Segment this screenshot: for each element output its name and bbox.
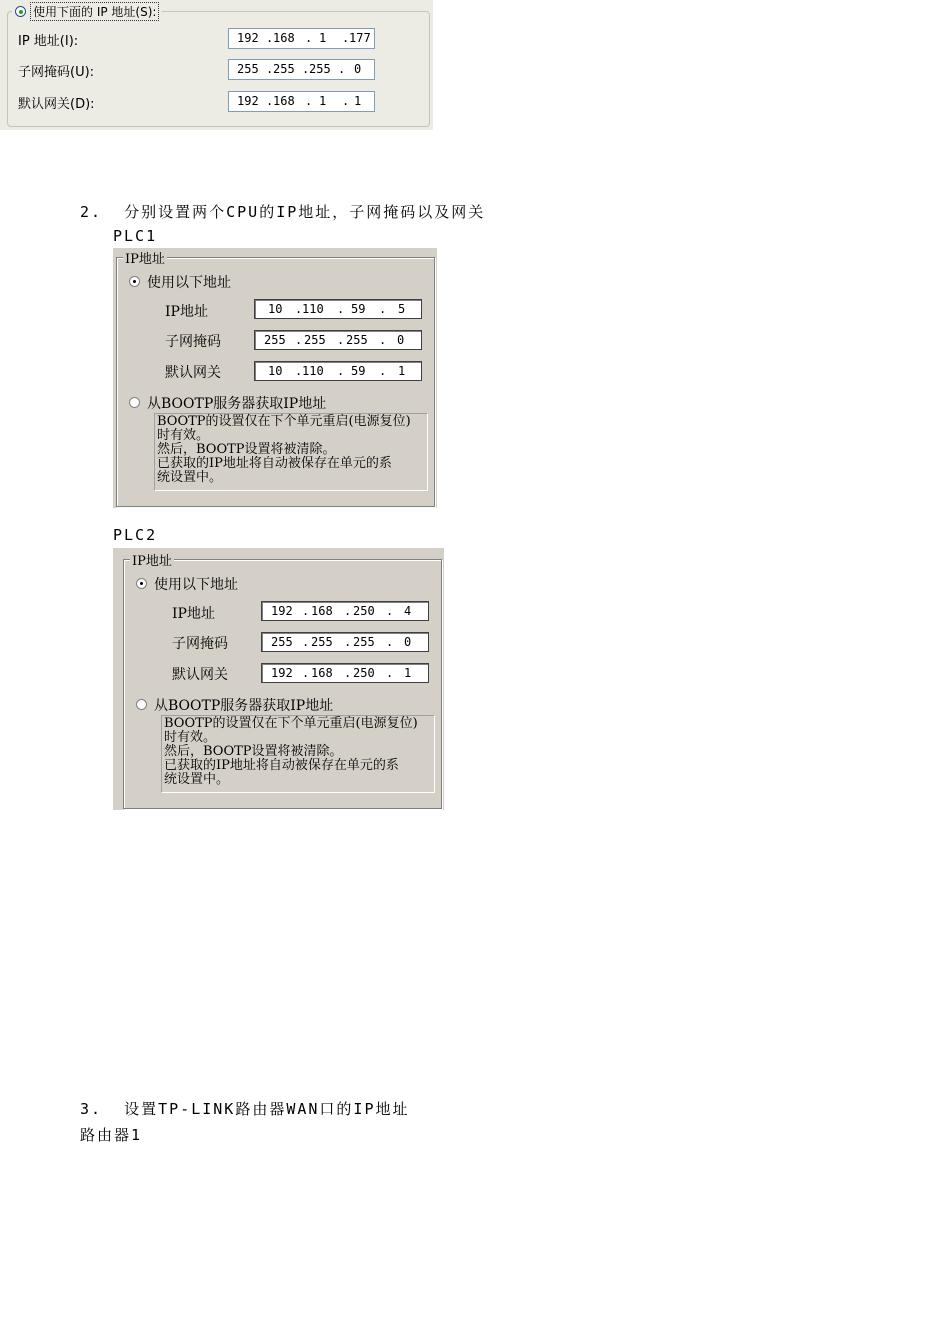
ip-address-label: IP 地址(I):: [18, 34, 79, 49]
plc1-bootp-note: [154, 413, 428, 491]
dot: .: [379, 302, 387, 316]
dot: .: [302, 62, 310, 76]
plc1-ip-label: IP地址: [165, 304, 208, 320]
dot: .: [295, 333, 303, 347]
octet: 1: [404, 666, 412, 680]
octet: 255: [311, 635, 333, 649]
use-following-ip-label: 使用下面的 IP 地址(S):: [30, 2, 159, 21]
plc2-use-address-radio[interactable]: [136, 578, 147, 589]
dot: .: [266, 94, 274, 108]
dot: .: [344, 666, 352, 680]
plc1-bootp-radio[interactable]: [129, 397, 140, 408]
plc2-gateway-label: 默认网关: [172, 667, 228, 683]
octet: 4: [404, 604, 412, 618]
octet: 168: [273, 31, 295, 45]
octet: 5: [398, 302, 406, 316]
dot: .: [386, 604, 394, 618]
plc1-mask-label: 子网掩码: [165, 334, 221, 350]
plc1-ip-field[interactable]: [254, 299, 422, 319]
dot: .: [344, 635, 352, 649]
dot: .: [295, 364, 303, 378]
note-line: BOOTP的设置仅在下个单元重启(电源复位): [157, 414, 411, 429]
octet: 255: [353, 635, 375, 649]
plc2-mask-field[interactable]: [261, 632, 429, 652]
use-following-ip-option[interactable]: [12, 3, 162, 19]
octet: 1: [319, 94, 327, 108]
dot: .: [344, 604, 352, 618]
octet: 0: [354, 62, 362, 76]
note-line: 时有效。: [157, 428, 210, 443]
dot: .: [337, 302, 345, 316]
plc1-gateway-label: 默认网关: [165, 365, 221, 381]
plc2-mask-label: 子网掩码: [172, 636, 228, 652]
octet: 177: [349, 31, 371, 45]
plc1-use-address-label: 使用以下地址: [147, 275, 231, 291]
plc1-caption: PLC1: [113, 227, 158, 245]
octet: 255: [304, 333, 326, 347]
plc2-ip-legend: IP地址: [130, 550, 174, 569]
dot: .: [305, 94, 313, 108]
octet: 1: [319, 31, 327, 45]
default-gateway-label: 默认网关(D):: [18, 97, 95, 112]
dot: .: [295, 302, 303, 316]
octet: 255: [309, 62, 331, 76]
plc2-caption: PLC2: [113, 526, 158, 544]
note-line: 然后，BOOTP设置将被清除。: [164, 744, 343, 759]
plc2-ip-panel: [113, 548, 444, 810]
octet: 110: [302, 364, 324, 378]
octet: 255: [273, 62, 295, 76]
dot: .: [302, 604, 310, 618]
octet: 0: [404, 635, 412, 649]
dot: .: [266, 31, 274, 45]
dot: .: [266, 62, 274, 76]
octet: 255: [346, 333, 368, 347]
dot: .: [342, 31, 350, 45]
plc2-bootp-label: 从BOOTP服务器获取IP地址: [154, 698, 334, 714]
router-1-caption: 路由器1: [80, 1126, 143, 1144]
octet: 192: [237, 94, 259, 108]
dot: .: [337, 333, 345, 347]
octet: 1: [354, 94, 362, 108]
dot: .: [379, 333, 387, 347]
octet: 250: [353, 604, 375, 618]
octet: 255: [264, 333, 286, 347]
plc2-gateway-field[interactable]: [261, 663, 429, 683]
dot: .: [386, 635, 394, 649]
octet: 1: [398, 364, 406, 378]
octet: 192: [237, 31, 259, 45]
octet: 59: [351, 364, 366, 378]
note-line: 时有效。: [164, 730, 217, 745]
octet: 250: [353, 666, 375, 680]
octet: 0: [397, 333, 405, 347]
plc1-gateway-field[interactable]: [254, 361, 422, 381]
dot: .: [379, 364, 387, 378]
dot: .: [302, 666, 310, 680]
plc2-ip-label: IP地址: [172, 606, 215, 622]
radio-selected-icon[interactable]: [15, 6, 26, 17]
note-line: BOOTP的设置仅在下个单元重启(电源复位): [164, 716, 418, 731]
octet: 255: [237, 62, 259, 76]
octet: 255: [271, 635, 293, 649]
subnet-mask-field[interactable]: [228, 59, 375, 80]
plc2-ip-field[interactable]: [261, 601, 429, 621]
plc1-mask-field[interactable]: [254, 330, 422, 350]
octet: 168: [311, 604, 333, 618]
note-line: 然后，BOOTP设置将被清除。: [157, 442, 336, 457]
plc2-bootp-radio[interactable]: [136, 699, 147, 710]
octet: 192: [271, 666, 293, 680]
plc1-bootp-label: 从BOOTP服务器获取IP地址: [147, 396, 327, 412]
dot: .: [302, 635, 310, 649]
step-2-heading: 2. 分别设置两个CPU的IP地址，子网掩码以及网关: [80, 203, 486, 221]
plc2-bootp-note: [161, 715, 435, 793]
plc2-use-address-label: 使用以下地址: [154, 577, 238, 593]
octet: 192: [271, 604, 293, 618]
note-line: 统设置中。: [157, 470, 223, 485]
step-3-heading: 3. 设置TP-LINK路由器WAN口的IP地址: [80, 1100, 410, 1118]
note-line: 统设置中。: [164, 772, 230, 787]
octet: 110: [302, 302, 324, 316]
ip-address-field[interactable]: [228, 28, 375, 49]
plc1-use-address-radio[interactable]: [129, 276, 140, 287]
dot: .: [338, 62, 346, 76]
subnet-mask-label: 子网掩码(U):: [18, 65, 95, 80]
dot: .: [386, 666, 394, 680]
octet: 168: [273, 94, 295, 108]
octet: 10: [268, 302, 283, 316]
plc1-ip-legend: IP地址: [123, 248, 167, 267]
ip-settings-panel-xp: [0, 0, 433, 130]
default-gateway-field[interactable]: [228, 91, 375, 112]
dot: .: [337, 364, 345, 378]
dot: .: [342, 94, 350, 108]
octet: 59: [351, 302, 366, 316]
dot: .: [305, 31, 313, 45]
note-line: 已获取的IP地址将自动被保存在单元的系: [157, 456, 392, 471]
octet: 10: [268, 364, 283, 378]
octet: 168: [311, 666, 333, 680]
plc1-ip-panel: [113, 248, 437, 508]
note-line: 已获取的IP地址将自动被保存在单元的系: [164, 758, 399, 773]
